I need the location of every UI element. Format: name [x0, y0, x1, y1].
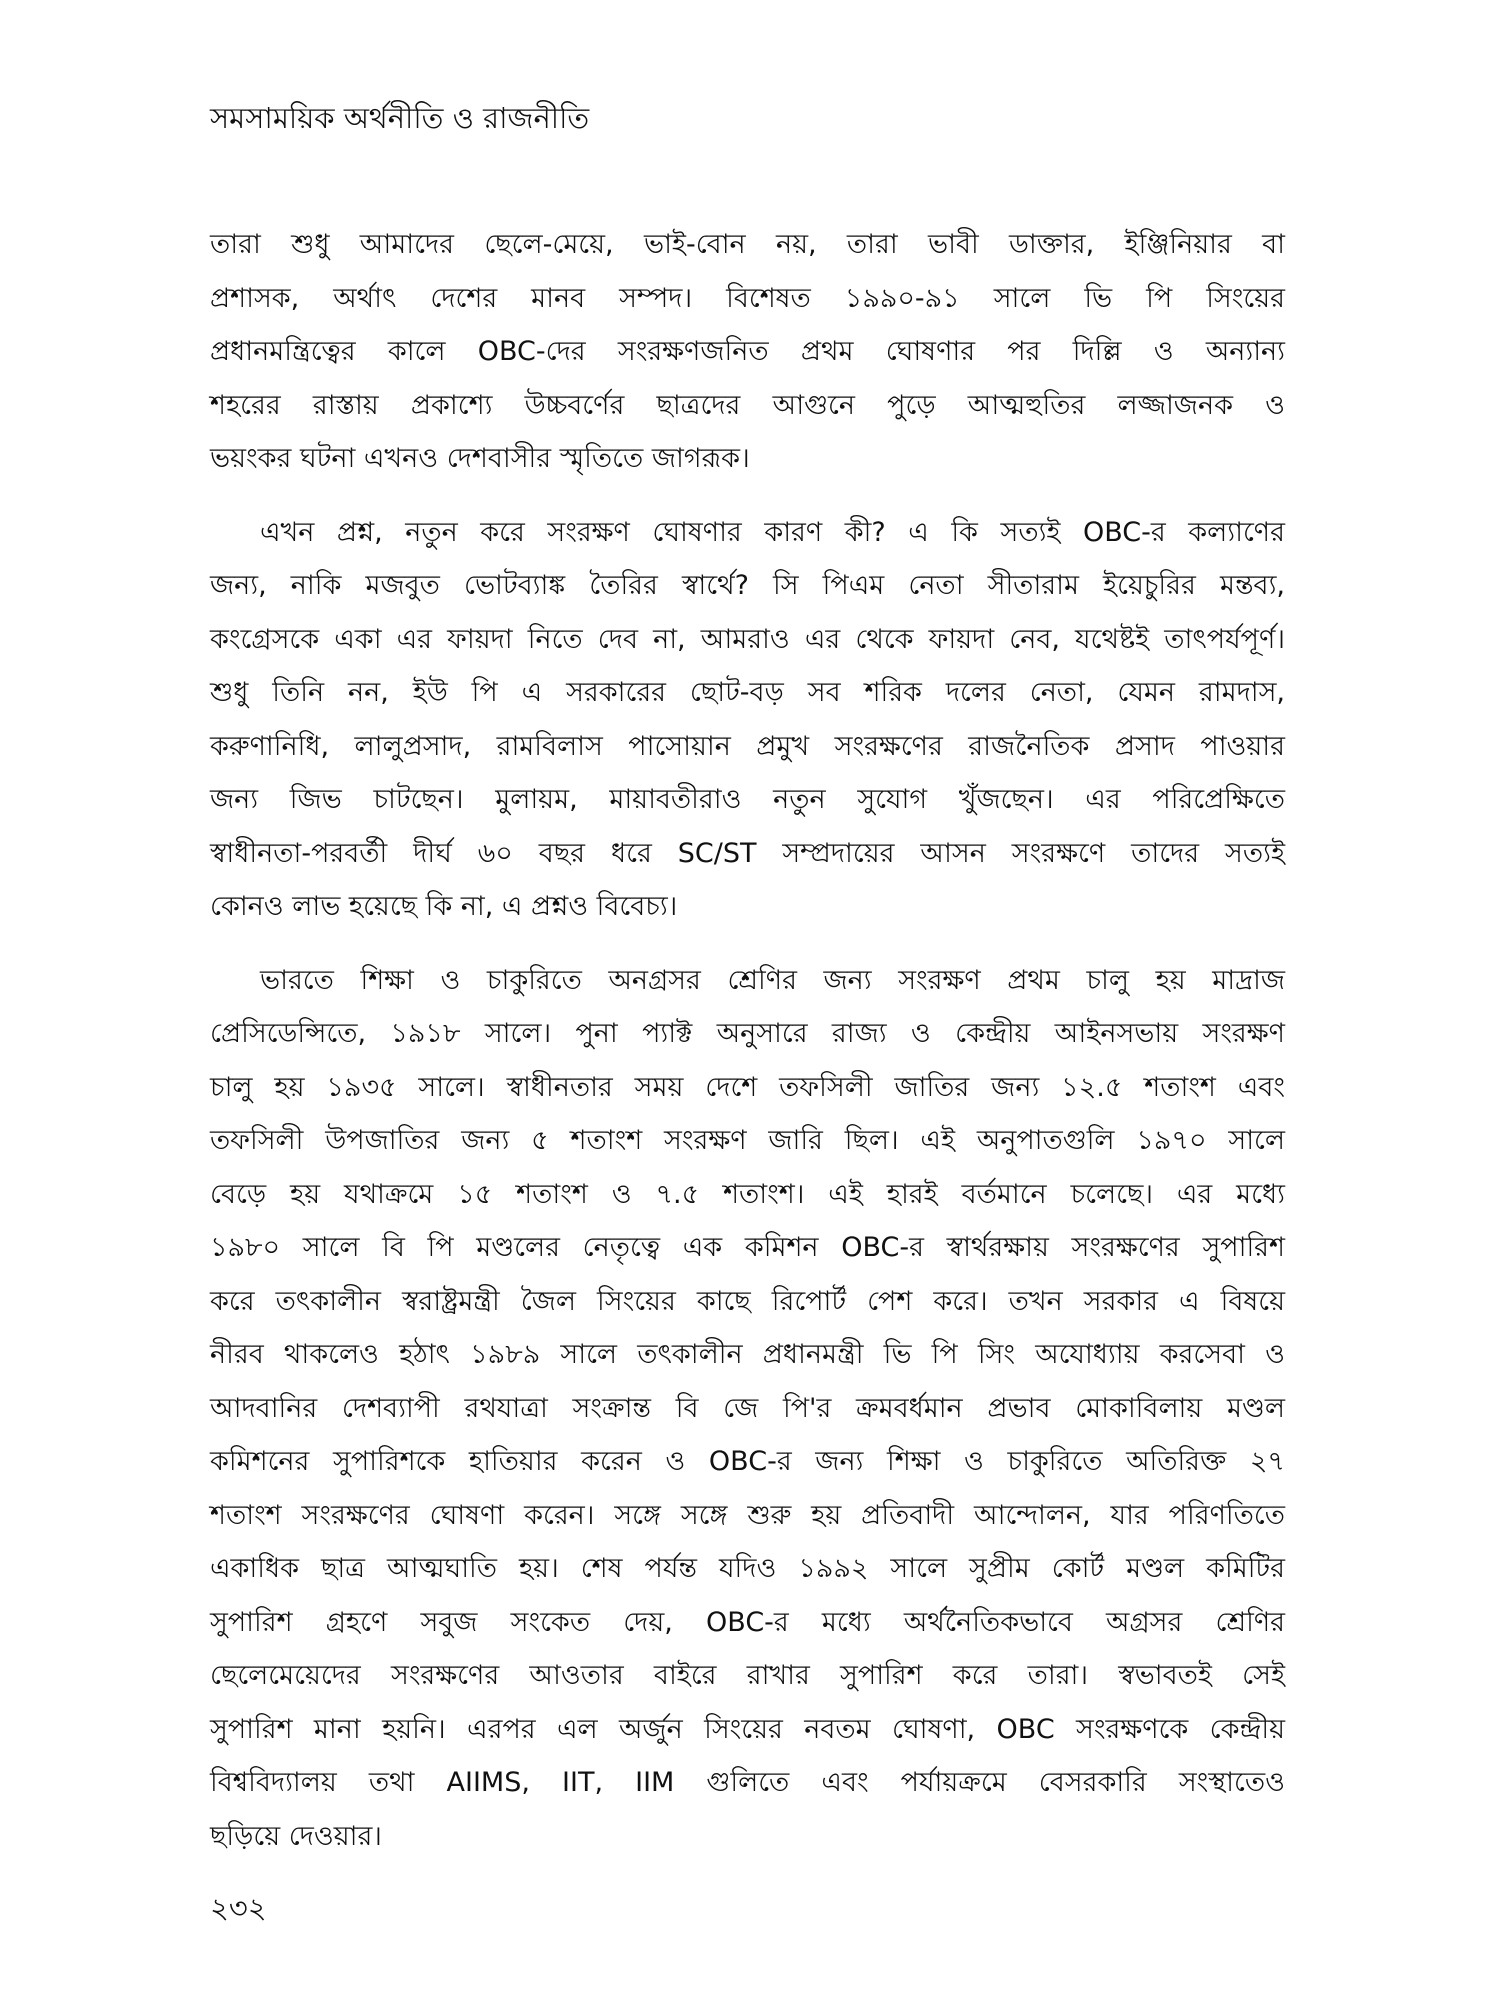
text-line: শহরের রাস্তায় প্রকাশ্যে উচ্চবর্ণের ছাত্রদের আগুনে পুড়ে আত্মহুতির লজ্জাজনক ও	[210, 389, 1285, 421]
text-line: ভয়ংকর ঘটনা এখনও দেশবাসীর স্মৃতিতে জাগরূক।	[210, 443, 750, 474]
text-line: প্রেসিডেন্সিতে, ১৯১৮ সালে। পুনা প্যাক্ট অনুসারে রাজ্য ও কেন্দ্রীয় আইনসভায় সংরক্ষণ	[210, 1018, 1285, 1049]
paragraph-1	[210, 218, 1285, 486]
text-line: ভারতে শিক্ষা ও চাকুরিতে অনগ্রসর শ্রেণির জন্য সংরক্ষণ প্রথম চালু হয় মাদ্রাজ	[260, 964, 1285, 996]
text-line: কমিশনের সুপারিশকে হাতিয়ার করেন ও OBC-র জন্য শিক্ষা ও চাকুরিতে অতিরিক্ত ২৭	[210, 1446, 1285, 1477]
text-line: কোনও লাভ হয়েছে কি না, এ প্রশ্নও বিবেচ্য।	[210, 891, 678, 922]
text-line: কংগ্রেসকে একা এর ফায়দা নিতে দেব না, আমরাও এর থেকে ফায়দা নেব, যথেষ্টই তাৎপর্যপূর্ণ।	[210, 623, 1285, 655]
text-line: একাধিক ছাত্র আত্মঘাতি হয়। শেষ পর্যন্ত যদিও ১৯৯২ সালে সুপ্রীম কোর্ট মণ্ডল কমিটির	[210, 1553, 1285, 1584]
text-line: প্রধানমন্ত্রিত্বের কালে OBC-দের সংরক্ষণজনিত প্রথম ঘোষণার পর দিল্লি ও অন্যান্য	[210, 336, 1285, 367]
text-line: জন্য জিভ চাটছেন। মুলায়ম, মায়াবতীরাও নতুন সুযোগ খুঁজছেন। এর পরিপ্রেক্ষিতে	[210, 784, 1285, 815]
text-line: ছড়িয়ে দেওয়ার।	[210, 1820, 382, 1852]
body-text	[210, 218, 1285, 1883]
page-number: ২৩২	[210, 1891, 267, 1925]
text-line: চালু হয় ১৯৩৫ সালে। স্বাধীনতার সময় দেশে তফসিলী জাতির জন্য ১২.৫ শতাংশ এবং	[210, 1071, 1285, 1103]
text-line: শুধু তিনি নন, ইউ পি এ সরকারের ছোট-বড় সব শরিক দলের নেতা, যেমন রামদাস,	[210, 677, 1285, 708]
text-line: আদবানির দেশব্যাপী রথযাত্রা সংক্রান্ত বি জে পি'র ক্রমবর্ধমান প্রভাব মোকাবিলায় মণ্ডল	[210, 1392, 1285, 1424]
running-title: সমসাময়িক অর্থনীতি ও রাজনীতি	[210, 101, 590, 135]
text-line: করে তৎকালীন স্বরাষ্ট্রমন্ত্রী জৈল সিংয়ের কাছে রিপোর্ট পেশ করে। তখন সরকার এ বিষয়ে	[210, 1285, 1285, 1317]
text-line: তারা শুধু আমাদের ছেলে-মেয়ে, ভাই-বোন নয়, তারা ভাবী ডাক্তার, ইঞ্জিনিয়ার বা	[210, 229, 1285, 260]
text-line: নীরব থাকলেও হঠাৎ ১৯৮৯ সালে তৎকালীন প্রধানমন্ত্রী ভি পি সিং অযোধ্যায় করসেবা ও	[210, 1339, 1285, 1370]
text-line: জন্য, নাকি মজবুত ভোটব্যাঙ্ক তৈরির স্বার্থে? সি পিএম নেতা সীতারাম ইয়েচুরির মন্তব্য,	[210, 570, 1285, 601]
text-line: শতাংশ সংরক্ষণের ঘোষণা করেন। সঙ্গে সঙ্গে শুরু হয় প্রতিবাদী আন্দোলন, যার পরিণতিতে	[210, 1499, 1285, 1531]
text-line: ছেলেমেয়েদের সংরক্ষণের আওতার বাইরে রাখার সুপারিশ করে তারা। স্বভাবতই সেই	[210, 1660, 1285, 1691]
paragraph-3	[210, 954, 1285, 1864]
text-line: প্রশাসক, অর্থাৎ দেশের মানব সম্পদ। বিশেষত ১৯৯০-৯১ সালে ভি পি সিংয়ের	[210, 282, 1285, 314]
text-line: স্বাধীনতা-পরবর্তী দীর্ঘ ৬০ বছর ধরে SC/ST সম্প্রদায়ের আসন সংরক্ষণে তাদের সত্যই	[210, 837, 1285, 869]
paragraph-2	[210, 506, 1285, 934]
text-line: করুণানিধি, লালুপ্রসাদ, রামবিলাস পাসোয়ান প্রমুখ সংরক্ষণের রাজনৈতিক প্রসাদ পাওয়ার	[210, 730, 1285, 762]
text-line: সুপারিশ মানা হয়নি। এরপর এল অর্জুন সিংয়ের নবতম ঘোষণা, OBC সংরক্ষণকে কেন্দ্রীয়	[210, 1713, 1285, 1745]
text-line: এখন প্রশ্ন, নতুন করে সংরক্ষণ ঘোষণার কারণ কী? এ কি সত্যই OBC-র কল্যাণের	[260, 516, 1285, 548]
text-line: তফসিলী উপজাতির জন্য ৫ শতাংশ সংরক্ষণ জারি ছিল। এই অনুপাতগুলি ১৯৭০ সালে	[210, 1125, 1285, 1156]
text-line: বেড়ে হয় যথাক্রমে ১৫ শতাংশ ও ৭.৫ শতাংশ। এই হারই বর্তমানে চলেছে। এর মধ্যে	[210, 1178, 1285, 1210]
text-line: সুপারিশ গ্রহণে সবুজ সংকেত দেয়, OBC-র মধ্যে অর্থনৈতিকভাবে অগ্রসর শ্রেণির	[210, 1606, 1285, 1638]
text-line: বিশ্ববিদ্যালয় তথা AIIMS, IIT, IIM গুলিতে এবং পর্যায়ক্রমে বেসরকারি সংস্থাতেও	[210, 1767, 1285, 1798]
text-line: ১৯৮০ সালে বি পি মণ্ডলের নেতৃত্বে এক কমিশন OBC-র স্বার্থরক্ষায় সংরক্ষণের সুপারিশ	[210, 1232, 1285, 1263]
